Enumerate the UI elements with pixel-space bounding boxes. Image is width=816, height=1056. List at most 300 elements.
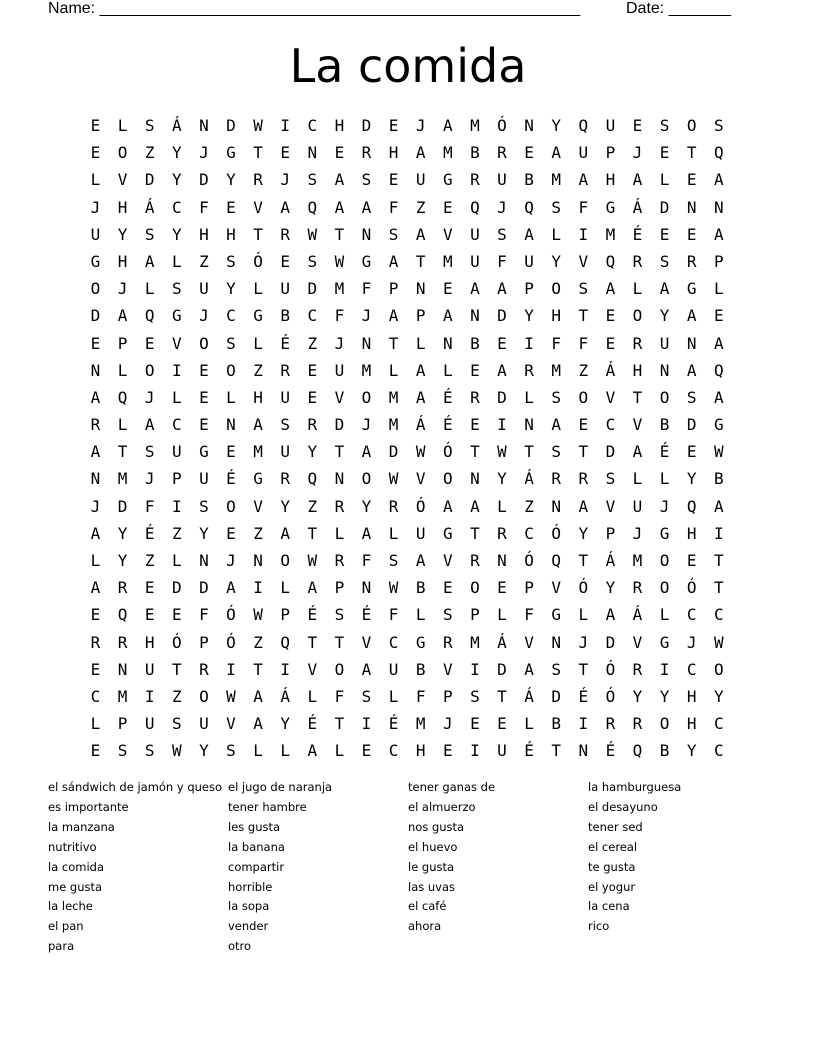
grid-row xyxy=(82,248,732,275)
grid-letter: S xyxy=(226,333,236,353)
grid-letter: S xyxy=(361,170,372,190)
grid-letter: M xyxy=(442,143,453,163)
grid-letter: A xyxy=(497,279,507,299)
grid-letter: A xyxy=(144,251,155,271)
grid-letter: D xyxy=(497,306,507,326)
grid-letter: D xyxy=(144,170,155,190)
grid-letter: C xyxy=(307,116,318,135)
grid-letter: V xyxy=(551,578,561,598)
word-item: te gusta xyxy=(588,859,636,874)
grid-letter: S xyxy=(551,197,561,217)
grid-letter: D xyxy=(117,496,128,516)
grid-letter: Z xyxy=(171,523,182,543)
grid-letter: O xyxy=(551,279,561,299)
grid-letter: Z xyxy=(144,143,155,163)
grid-letter: L xyxy=(524,714,534,734)
grid-letter: É xyxy=(388,714,399,734)
grid-letter: U xyxy=(144,659,155,679)
grid-letter: T xyxy=(578,659,589,679)
grid-letter: U xyxy=(524,251,534,271)
grid-letter: S xyxy=(713,116,724,135)
grid-letter: C xyxy=(171,197,182,217)
grid-letter: I xyxy=(144,686,155,706)
grid-letter: V xyxy=(253,496,263,516)
grid-letter: É xyxy=(307,605,318,625)
grid-letter: M xyxy=(361,360,372,380)
grid-letter: B xyxy=(524,170,534,190)
grid-letter: S xyxy=(307,251,318,271)
word-item: les gusta xyxy=(228,819,281,834)
grid-letter: E xyxy=(388,170,399,190)
grid-letter: E xyxy=(90,143,101,163)
grid-letter: A xyxy=(632,170,643,190)
grid-letter: E xyxy=(144,605,155,625)
grid-letter: O xyxy=(470,578,480,598)
word-item: la leche xyxy=(48,899,93,914)
grid-letter: Y xyxy=(713,686,724,706)
grid-letter: E xyxy=(605,333,616,353)
grid-letter: P xyxy=(117,714,128,734)
grid-letter: E xyxy=(90,605,101,625)
grid-letter: O xyxy=(226,360,236,380)
grid-letter: É xyxy=(442,415,453,435)
grid-letter: T xyxy=(334,714,345,734)
grid-letter: Y xyxy=(605,578,616,598)
grid-letter: L xyxy=(388,523,399,543)
grid-letter: M xyxy=(415,714,426,734)
grid-letter: O xyxy=(226,496,236,516)
grid-letter: Y xyxy=(632,686,643,706)
grid-letter: J xyxy=(361,306,372,326)
grid-letter: W xyxy=(171,741,182,761)
grid-letter: D xyxy=(334,415,345,435)
grid-letter: O xyxy=(659,551,670,570)
grid-letter: G xyxy=(442,170,453,190)
grid-letter: O xyxy=(144,360,155,380)
word-column xyxy=(228,778,408,957)
grid-letter: N xyxy=(90,469,101,489)
grid-letter: W xyxy=(415,442,426,462)
grid-letter: E xyxy=(442,197,453,217)
grid-letter: F xyxy=(361,279,372,299)
grid-letter: A xyxy=(605,279,616,299)
word-item: la sopa xyxy=(228,899,270,914)
grid-letter: E xyxy=(442,578,453,598)
grid-letter: T xyxy=(415,251,426,271)
grid-row xyxy=(82,465,732,492)
grid-letter: É xyxy=(280,333,290,353)
grid-letter: E xyxy=(144,578,155,598)
date-label: Date: xyxy=(626,0,665,17)
grid-letter: R xyxy=(578,469,589,489)
grid-letter: C xyxy=(388,632,399,652)
grid-letter: U xyxy=(415,523,426,543)
grid-letter: Q xyxy=(144,306,155,326)
grid-letter: É xyxy=(442,387,453,407)
name-label: Name: xyxy=(48,0,96,17)
grid-letter: A xyxy=(90,387,101,407)
grid-letter: O xyxy=(578,387,589,407)
grid-letter: W xyxy=(497,442,507,462)
grid-letter: L xyxy=(226,387,236,407)
word-item: tener sed xyxy=(588,819,643,834)
grid-letter: T xyxy=(524,442,534,462)
grid-letter: B xyxy=(415,578,426,598)
grid-letter: É xyxy=(605,741,616,761)
grid-letter: Q xyxy=(307,197,318,217)
grid-letter: S xyxy=(171,279,182,299)
grid-letter: M xyxy=(551,170,561,190)
grid-letter: É xyxy=(578,686,589,706)
grid-letter: E xyxy=(686,170,697,190)
grid-letter: L xyxy=(497,605,507,625)
grid-letter: A xyxy=(253,714,263,734)
grid-letter: A xyxy=(442,496,453,516)
grid-letter: U xyxy=(334,360,345,380)
grid-letter: U xyxy=(280,387,290,407)
grid-letter: P xyxy=(199,632,209,652)
grid-letter: E xyxy=(307,360,318,380)
grid-letter: A xyxy=(334,170,345,190)
grid-letter: A xyxy=(334,197,345,217)
grid-letter: G xyxy=(659,523,670,543)
grid-letter: Z xyxy=(253,523,263,543)
grid-letter: H xyxy=(144,632,155,652)
grid-letter: A xyxy=(361,659,372,679)
grid-letter: T xyxy=(334,632,345,652)
grid-letter: J xyxy=(632,523,643,543)
grid-letter: T xyxy=(497,686,507,706)
grid-letter: M xyxy=(551,360,561,380)
grid-letter: C xyxy=(713,605,724,625)
grid-letter: Q xyxy=(686,496,697,516)
grid-letter: B xyxy=(470,333,480,353)
grid-letter: S xyxy=(605,469,616,489)
grid-letter: T xyxy=(713,551,724,570)
grid-letter: A xyxy=(605,605,616,625)
grid-letter: R xyxy=(90,632,101,652)
grid-letter: H xyxy=(199,224,209,244)
grid-letter: A xyxy=(470,496,480,516)
grid-letter: E xyxy=(497,578,507,598)
grid-letter: F xyxy=(334,306,345,326)
grid-letter: Y xyxy=(280,496,290,516)
grid-letter: Y xyxy=(280,714,290,734)
grid-letter: E xyxy=(632,116,643,135)
word-item: nutritivo xyxy=(48,839,97,854)
grid-letter: Y xyxy=(171,224,182,244)
grid-letter: S xyxy=(171,714,182,734)
grid-letter: U xyxy=(199,279,209,299)
grid-letter: E xyxy=(199,360,209,380)
grid-letter: T xyxy=(632,387,643,407)
grid-row xyxy=(82,601,732,628)
grid-letter: G xyxy=(713,415,724,435)
grid-letter: S xyxy=(578,279,589,299)
grid-letter: P xyxy=(524,578,534,598)
grid-row xyxy=(82,139,732,166)
grid-letter: N xyxy=(497,551,507,570)
grid-letter: E xyxy=(388,116,399,135)
grid-letter: A xyxy=(415,387,426,407)
grid-letter: J xyxy=(90,197,101,217)
word-item: el desayuno xyxy=(588,799,658,814)
grid-letter: I xyxy=(280,659,290,679)
grid-letter: U xyxy=(388,659,399,679)
grid-row xyxy=(82,357,732,384)
grid-letter: D xyxy=(307,279,318,299)
grid-letter: V xyxy=(415,469,426,489)
grid-letter: S xyxy=(199,496,209,516)
grid-letter: P xyxy=(388,279,399,299)
grid-letter: W xyxy=(334,251,345,271)
grid-letter: L xyxy=(253,333,263,353)
grid-letter: C xyxy=(226,306,236,326)
grid-letter: S xyxy=(388,551,399,570)
grid-letter: Y xyxy=(551,116,561,135)
grid-letter: A xyxy=(713,496,724,516)
word-item: la banana xyxy=(228,839,285,854)
grid-letter: J xyxy=(361,415,372,435)
grid-letter: F xyxy=(415,686,426,706)
grid-letter: R xyxy=(334,496,345,516)
grid-letter: V xyxy=(632,415,643,435)
grid-letter: Y xyxy=(226,279,236,299)
grid-letter: L xyxy=(171,387,182,407)
grid-letter: A xyxy=(388,251,399,271)
grid-letter: E xyxy=(659,224,670,244)
grid-letter: A xyxy=(253,686,263,706)
grid-letter: C xyxy=(713,714,724,734)
grid-letter: U xyxy=(578,143,589,163)
grid-letter: Ó xyxy=(578,578,589,598)
grid-letter: T xyxy=(307,632,318,652)
grid-letter: L xyxy=(307,686,318,706)
grid-letter: E xyxy=(90,116,101,135)
grid-letter: É xyxy=(361,605,372,625)
grid-letter: F xyxy=(199,197,209,217)
grid-letter: Ó xyxy=(442,442,453,462)
grid-letter: G xyxy=(253,469,263,489)
grid-letter: E xyxy=(686,442,697,462)
grid-letter: S xyxy=(226,251,236,271)
word-item: es importante xyxy=(48,799,129,814)
grid-letter: L xyxy=(632,469,643,489)
grid-letter: Z xyxy=(171,686,182,706)
grid-letter: Á xyxy=(280,686,290,706)
grid-letter: R xyxy=(632,251,643,271)
grid-letter: P xyxy=(171,469,182,489)
grid-letter: L xyxy=(551,224,561,244)
grid-letter: S xyxy=(361,686,372,706)
word-column xyxy=(588,778,768,937)
grid-letter: J xyxy=(199,306,209,326)
grid-letter: O xyxy=(659,714,670,734)
header xyxy=(48,0,742,20)
grid-letter: Z xyxy=(253,360,263,380)
grid-letter: T xyxy=(470,442,480,462)
grid-letter: R xyxy=(632,714,643,734)
grid-letter: L xyxy=(280,741,290,761)
grid-letter: A xyxy=(117,306,128,326)
grid-letter: N xyxy=(226,415,236,435)
grid-letter: Q xyxy=(117,387,128,407)
grid-letter: I xyxy=(470,659,480,679)
grid-letter: E xyxy=(361,741,372,761)
grid-letter: P xyxy=(415,306,426,326)
grid-letter: L xyxy=(90,714,101,734)
grid-letter: E xyxy=(199,415,209,435)
grid-row xyxy=(82,330,732,357)
grid-letter: É xyxy=(524,741,534,761)
grid-letter: A xyxy=(280,523,290,543)
word-item: horrible xyxy=(228,879,273,894)
word-item: la hamburguesa xyxy=(588,780,682,794)
grid-letter: U xyxy=(470,224,480,244)
name-field xyxy=(48,0,580,18)
grid-letter: Y xyxy=(307,442,318,462)
grid-letter: T xyxy=(171,659,182,679)
grid-letter: S xyxy=(497,224,507,244)
grid-letter: T xyxy=(334,224,345,244)
grid-letter: O xyxy=(361,387,372,407)
grid-letter: T xyxy=(253,224,263,244)
grid-letter: Y xyxy=(117,551,128,570)
page-title: La comida xyxy=(289,39,527,93)
grid-letter: L xyxy=(171,251,182,271)
grid-letter: Á xyxy=(605,551,616,570)
grid-letter: N xyxy=(578,741,589,761)
grid-letter: J xyxy=(632,143,643,163)
grid-letter: L xyxy=(659,605,670,625)
grid-letter: P xyxy=(713,251,724,271)
grid-letter: Y xyxy=(551,251,561,271)
grid-letter: N xyxy=(470,469,480,489)
grid-letter: Á xyxy=(144,197,155,217)
grid-letter: V xyxy=(605,387,616,407)
grid-letter: J xyxy=(659,496,670,516)
grid-letter: B xyxy=(415,659,426,679)
grid-letter: J xyxy=(117,279,128,299)
grid-letter: I xyxy=(578,714,589,734)
grid-letter: E xyxy=(659,143,670,163)
grid-letter: U xyxy=(199,469,209,489)
grid-letter: E xyxy=(470,415,480,435)
grid-letter: G xyxy=(226,143,236,163)
grid-letter: C xyxy=(307,306,318,326)
grid-letter: T xyxy=(578,442,589,462)
grid-letter: Á xyxy=(605,360,616,380)
grid-letter: N xyxy=(686,197,697,217)
grid-letter: L xyxy=(280,578,290,598)
grid-letter: F xyxy=(524,605,534,625)
grid-letter: J xyxy=(442,714,453,734)
grid-letter: H xyxy=(226,224,236,244)
grid-letter: Ó xyxy=(415,496,426,516)
grid-letter: N xyxy=(361,578,372,598)
grid-letter: E xyxy=(90,333,101,353)
grid-letter: L xyxy=(117,360,128,380)
grid-letter: N xyxy=(470,306,480,326)
grid-letter: Y xyxy=(686,469,697,489)
grid-letter: L xyxy=(524,387,534,407)
grid-letter: A xyxy=(415,143,426,163)
grid-letter: R xyxy=(117,632,128,652)
grid-letter: M xyxy=(605,224,616,244)
grid-letter: H xyxy=(415,741,426,761)
grid-letter: E xyxy=(334,143,345,163)
grid-row xyxy=(82,656,732,683)
grid-letter: N xyxy=(713,197,724,217)
grid-letter: U xyxy=(144,714,155,734)
grid-letter: E xyxy=(144,333,155,353)
grid-letter: N xyxy=(551,632,561,652)
grid-letter: A xyxy=(90,523,101,543)
word-item: el yogur xyxy=(588,879,636,894)
grid-letter: Y xyxy=(659,306,670,326)
grid-letter: L xyxy=(497,496,507,516)
grid-letter: Ó xyxy=(253,251,263,271)
grid-letter: U xyxy=(659,333,670,353)
grid-letter: R xyxy=(442,632,453,652)
grid-letter: Q xyxy=(280,632,290,652)
grid-letter: Ó xyxy=(605,686,616,706)
word-item: nos gusta xyxy=(408,819,465,834)
grid-letter: J xyxy=(334,333,345,353)
grid-letter: U xyxy=(470,251,480,271)
grid-letter: U xyxy=(415,170,426,190)
grid-letter: O xyxy=(442,469,453,489)
grid-letter: E xyxy=(280,251,290,271)
grid-letter: D xyxy=(361,116,372,135)
grid-letter: P xyxy=(524,279,534,299)
grid-letter: V xyxy=(442,551,453,570)
grid-letter: R xyxy=(361,143,372,163)
grid-letter: E xyxy=(605,306,616,326)
grid-letter: N xyxy=(307,143,318,163)
grid-letter: T xyxy=(307,523,318,543)
grid-letter: N xyxy=(361,333,372,353)
grid-letter: A xyxy=(415,551,426,570)
grid-letter: R xyxy=(605,714,616,734)
grid-letter: U xyxy=(632,496,643,516)
grid-letter: B xyxy=(470,143,480,163)
grid-letter: Ó xyxy=(605,659,616,679)
grid-letter: Y xyxy=(686,741,697,761)
grid-letter: Q xyxy=(713,143,724,163)
word-item: la manzana xyxy=(48,819,115,834)
grid-letter: A xyxy=(713,387,724,407)
grid-letter: S xyxy=(470,686,480,706)
grid-letter: S xyxy=(551,387,561,407)
grid-letter: Q xyxy=(605,251,616,271)
grid-letter: E xyxy=(226,197,236,217)
grid-letter: D xyxy=(171,578,182,598)
word-item: tener hambre xyxy=(228,799,307,814)
grid-letter: W xyxy=(226,686,236,706)
grid-letter: I xyxy=(171,496,182,516)
grid-row xyxy=(82,221,732,248)
word-item: tener ganas de xyxy=(408,780,496,794)
grid-letter: S xyxy=(659,116,670,135)
grid-letter: T xyxy=(470,523,480,543)
grid-letter: R xyxy=(632,659,643,679)
grid-letter: A xyxy=(415,224,426,244)
grid-letter: D xyxy=(497,659,507,679)
grid-letter: V xyxy=(632,632,643,652)
grid-letter: N xyxy=(199,116,209,135)
grid-row xyxy=(82,683,732,710)
